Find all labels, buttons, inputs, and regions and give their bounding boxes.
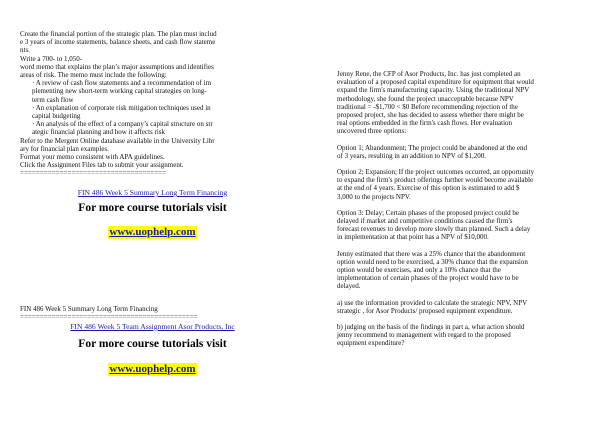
link-summary-long-term-financing[interactable]: FIN 486 Week 5 Summary Long Term Financing xyxy=(77,188,228,197)
text-line: implementation of certain phases of the project would have to be xyxy=(337,274,519,283)
text-line: forecast revenues to develop more slowly than planned. Such a delay xyxy=(337,225,531,234)
text-line: equipment expenditure? xyxy=(337,339,405,348)
option-2-paragraph xyxy=(337,168,595,201)
text-line: at the end of 4 years. Exercise of this option is estimated to add $ xyxy=(337,184,520,193)
question-b-paragraph xyxy=(337,323,595,348)
text-line: Option 1; Abandonment; The project could be abandoned at the end xyxy=(337,143,527,152)
text-line: b) judging on the basis of the findings in part a, what action should xyxy=(337,323,525,332)
separator: ============================================= xyxy=(20,313,198,322)
text-line: Jenny estimated that there was a 25% chance that the abandonment xyxy=(337,249,526,258)
text-line: option would be exercises, and only a 10% chance that the xyxy=(337,266,501,275)
right-page xyxy=(300,0,600,424)
text-line: Format your memo consistent with APA guidelines. xyxy=(20,153,165,162)
text-line: option would need to be exercised, a 30% chance that the expansion xyxy=(337,257,528,266)
option-1-paragraph xyxy=(337,144,595,160)
text-line: uncovered three options: xyxy=(337,127,407,136)
text-line: Refer to the Mergent Online database available in the University Libr xyxy=(20,136,215,145)
question-a-paragraph xyxy=(337,299,595,315)
tutorials-heading: For more course tutorials visit xyxy=(78,202,227,214)
text-line: delayed if market and competitive conditions caused the firm's xyxy=(337,217,513,226)
estimate-paragraph xyxy=(337,250,595,291)
site-link[interactable]: www.uophelp.com xyxy=(109,226,196,238)
plain-title: FIN 486 Week 5 Summary Long Term Financing xyxy=(20,305,158,313)
text-line: to expand the firm's product offerings further would become available xyxy=(337,176,534,185)
text-line: 3,000 to the projects NPV. xyxy=(337,192,411,201)
text-line: nts. xyxy=(20,46,30,55)
intro-paragraph xyxy=(337,70,595,136)
site-link[interactable]: www.uophelp.com xyxy=(109,363,196,375)
text-line: in implementation at that point has a NPV of $10,000. xyxy=(337,233,489,242)
link-team-assignment-asor[interactable]: FIN 486 Week 5 Team Assignment Asor Products, Inc xyxy=(70,322,235,331)
text-line: proposed project, she has decided to assess whether there might be xyxy=(337,111,524,120)
case-text xyxy=(337,70,595,348)
text-line: Click the Assignment Files tab to submit your assignment. xyxy=(20,161,184,170)
bullet-line: plementing new short-term working capital strategies on long- xyxy=(32,87,207,96)
text-line: e 3 years of income statements, balance sheets, and cash flow stateme xyxy=(20,38,216,47)
text-line: a) use the information provided to calculate the strategic NPV, NPV xyxy=(337,298,528,307)
text-line: strategic , for Asor Products/ proposed equipment expenditure. xyxy=(337,306,513,315)
bullet-line: · An explanation of corporate risk mitigation techniques used in xyxy=(32,103,211,112)
text-line: Option 2; Expansion; If the project outcomes occurred, an opportunity xyxy=(337,168,535,177)
text-line: areas of risk. The memo must include the following: xyxy=(20,71,167,80)
text-line: Write a 700- to 1,050- xyxy=(20,54,83,63)
second-block xyxy=(20,305,285,321)
site-link-wrapper xyxy=(20,359,285,377)
text-line: word memo that explains the plan’s major assumptions and identifies xyxy=(20,62,214,71)
separator: ===================================== xyxy=(20,169,167,178)
text-line: jenny recommend to management with regard to the proposed xyxy=(337,331,511,340)
text-line: ary for financial plan examples. xyxy=(20,144,109,153)
bullet-line: ategic financial planning and how it affects risk xyxy=(32,128,166,137)
bullet-line: term cash flow xyxy=(32,95,74,104)
text-line: Create the financial portion of the strategic plan. The plan must includ xyxy=(20,30,217,38)
text-line: Option 3: Delay; Certain phases of the proposed project could be xyxy=(337,208,519,217)
text-line: Jenny Rene, the CFP of Asor Products, Inc. has just completed an xyxy=(337,70,521,78)
bullet-line: · An analysis of the effect of a company’s capital structure on str xyxy=(32,120,213,129)
text-line: evaluation of a proposed capital expenditure for equipment that would xyxy=(337,78,534,87)
text-line: traditional = -$1,700 < $0 Before recommending rejection of the xyxy=(337,102,518,111)
text-line: of 3 years, resulting in an addition to NPV of $1,200. xyxy=(337,151,486,160)
option-3-paragraph xyxy=(337,209,595,242)
bullet-line: capital budgeting xyxy=(32,112,81,121)
text-line: delayed. xyxy=(337,282,361,291)
tutorials-heading: For more course tutorials visit xyxy=(78,338,227,350)
site-link-wrapper xyxy=(20,222,285,240)
bullet-line: · A review of cash flow statements and a recommendation of im xyxy=(32,79,212,88)
assignment-text xyxy=(20,30,285,178)
text-line: real options embedded in the firm's cash flows. Her evaluation xyxy=(337,119,513,128)
text-line: methodology, she found the project unacceptable because NPV xyxy=(337,94,514,103)
text-line: expand the firm's manufacturing capacity. Using the traditional NPV xyxy=(337,86,530,95)
